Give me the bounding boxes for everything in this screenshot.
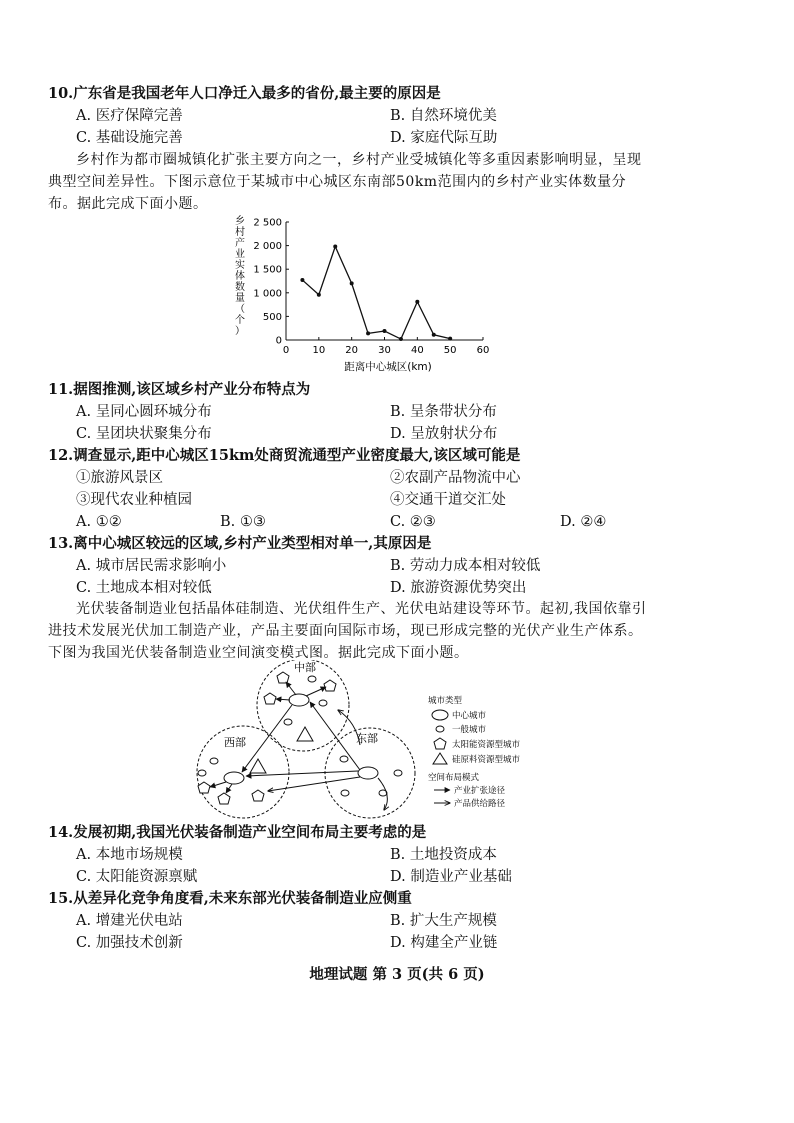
- legend-supply-label: 产品供给路径: [454, 799, 506, 809]
- page-footer: 地理试题 第 3 页(共 6 页): [309, 966, 485, 983]
- data-point: [448, 337, 452, 341]
- x-tick-label: 30: [378, 345, 391, 356]
- q12-option-b: B. ①③: [220, 514, 266, 530]
- legend-general-city-icon: [436, 726, 444, 732]
- western-region-label: 西部: [224, 736, 246, 749]
- western-core-city: [224, 772, 244, 784]
- y-axis-title-char: 量: [235, 293, 245, 304]
- q12-item-2: ②农副产品物流中心: [390, 470, 521, 486]
- y-tick-label: 1 000: [253, 288, 282, 300]
- q15-stem: 15.从差异化竞争角度看,未来东部光伏装备制造业应侧重: [48, 890, 412, 907]
- q13-option-c: C. 土地成本相对较低: [76, 580, 212, 596]
- q10-option-d: D. 家庭代际互助: [390, 130, 498, 146]
- western-general-city-2: [198, 770, 206, 776]
- central-silicon-city: [297, 727, 313, 741]
- eastern-region-label: 东部: [356, 732, 378, 745]
- q10-option-b: B. 自然环境优美: [390, 108, 497, 124]
- central-solar-city-3: [264, 693, 276, 704]
- y-tick-label: 1 500: [253, 264, 282, 276]
- western-solar-city-2: [218, 793, 230, 804]
- data-point: [399, 337, 403, 341]
- y-axis-title-char: 个: [235, 315, 245, 326]
- legend-layout-title: 空间布局模式: [428, 773, 480, 783]
- central-general-city-1: [308, 676, 316, 682]
- central-region-label: 中部: [294, 661, 316, 674]
- q15-option-d: D. 构建全产业链: [390, 935, 498, 951]
- intro1-line-1: 乡村作为都市圈城镇化扩张主要方向之一，乡村产业受城镇化等多重因素影响明显，呈现: [76, 152, 642, 168]
- y-tick-label: 2 500: [253, 217, 282, 229]
- data-point: [333, 245, 337, 249]
- intro2-line-3: 下图为我国光伏装备制造业空间演变模式图。据此完成下面小题。: [48, 645, 469, 661]
- data-point: [383, 329, 387, 333]
- q13-option-a: A. 城市居民需求影响小: [76, 558, 227, 574]
- western-solar-city-3: [252, 790, 264, 801]
- eastern-core-city: [358, 767, 378, 779]
- eastern-general-city-1: [340, 756, 348, 762]
- data-point: [300, 278, 304, 282]
- q10-option-c: C. 基础设施完善: [76, 130, 183, 146]
- data-point: [432, 333, 436, 337]
- western-general-city-1: [210, 758, 218, 764]
- eastern-general-city-3: [341, 790, 349, 796]
- y-axis-title-char: 产: [235, 238, 245, 249]
- y-axis-title-char: 数: [235, 282, 245, 293]
- y-axis-title-char: 实: [235, 260, 245, 271]
- q15-option-c: C. 加强技术创新: [76, 935, 183, 951]
- x-tick-label: 10: [312, 345, 326, 356]
- legend-solar-city-label: 太阳能资源型城市: [452, 740, 521, 750]
- y-tick-label: 0: [275, 335, 282, 347]
- intro2-line-1: 光伏装备制造业包括晶体硅制造、光伏组件生产、光伏电站建设等环节。起初,我国依靠引: [76, 601, 647, 617]
- q15-option-a: A. 增建光伏电站: [76, 913, 183, 929]
- q12-option-c: C. ②③: [390, 514, 436, 530]
- central-solar-city-2: [324, 680, 336, 691]
- intro1-line-2: 典型空间差异性。下图示意位于某城市中心城区东南部50km范围内的乡村产业实体数量分: [48, 174, 627, 190]
- q14-stem: 14.发展初期,我国光伏装备制造产业空间布局主要考虑的是: [48, 824, 427, 841]
- legend-solar-city-icon: [434, 738, 446, 749]
- q11-stem: 11.据图推测,该区域乡村产业分布特点为: [48, 381, 311, 398]
- legend-core-city-label: 中心城市: [452, 711, 487, 721]
- x-tick-label: 60: [476, 345, 490, 356]
- q11-option-d: D. 呈放射状分布: [390, 426, 498, 442]
- legend-expansion-label: 产业扩张途径: [454, 786, 506, 796]
- y-axis-title-char: 村: [235, 227, 245, 238]
- y-tick-label: 2 000: [253, 241, 282, 253]
- q14-option-a: A. 本地市场规模: [76, 847, 183, 863]
- y-axis-title-char: 体: [235, 271, 245, 282]
- q14-option-c: C. 太阳能资源禀赋: [76, 869, 198, 885]
- data-point: [415, 300, 419, 304]
- x-tick-label: 40: [410, 345, 424, 356]
- q10-stem: 10.广东省是我国老年人口净迁入最多的省份,最主要的原因是: [48, 85, 441, 102]
- legend-city-type-title: 城市类型: [428, 696, 463, 706]
- q12-item-1: ①旅游风景区: [76, 470, 163, 486]
- y-axis-title-char: 乡: [235, 216, 245, 227]
- q12-option-d: D. ②④: [560, 514, 607, 530]
- legend-general-city-label: 一般城市: [452, 725, 487, 735]
- rural-industry-line-chart: [228, 212, 503, 382]
- q11-option-c: C. 呈团块状聚集分布: [76, 426, 212, 442]
- y-axis-title-char: ）: [235, 326, 245, 337]
- q12-stem: 12.调查显示,距中心城区15km处商贸流通型产业密度最大,该区域可能是: [48, 447, 521, 464]
- data-point: [317, 293, 321, 297]
- legend-core-city-icon: [432, 710, 448, 720]
- eastern-general-city-2: [394, 770, 402, 776]
- central-general-city-3: [284, 719, 292, 725]
- x-axis-title: 距离中心城区(km): [344, 361, 432, 373]
- data-point: [366, 331, 370, 335]
- western-solar-city-1: [198, 782, 210, 793]
- q10-option-a: A. 医疗保障完善: [76, 108, 183, 124]
- x-tick-label: 20: [345, 345, 359, 356]
- y-axis-title-char: 业: [235, 249, 245, 260]
- q13-stem: 13.离中心城区较远的区域,乡村产业类型相对单一,其原因是: [48, 535, 432, 552]
- q12-item-3: ③现代农业种植园: [76, 492, 192, 508]
- q15-option-b: B. 扩大生产规模: [390, 913, 497, 929]
- intro2-line-2: 进技术发展光伏加工制造产业，产品主要面向国际市场，现已形成完整的光伏产业生产体系。: [48, 623, 643, 639]
- q14-option-d: D. 制造业产业基础: [390, 869, 512, 885]
- q12-option-a: A. ①②: [76, 514, 122, 530]
- y-tick-label: 500: [262, 311, 282, 323]
- data-point: [350, 281, 354, 285]
- y-axis-title: [235, 214, 245, 337]
- y-axis-title-char: （: [235, 304, 245, 315]
- series-line: [302, 247, 450, 340]
- legend-silicon-city-label: 硅原料资源型城市: [452, 755, 521, 765]
- x-tick-label: 50: [443, 345, 457, 356]
- q11-option-b: B. 呈条带状分布: [390, 404, 497, 420]
- central-general-city-2: [319, 700, 327, 706]
- q13-option-b: B. 劳动力成本相对较低: [390, 558, 541, 574]
- q13-option-d: D. 旅游资源优势突出: [390, 580, 527, 596]
- q14-option-b: B. 土地投资成本: [390, 847, 497, 863]
- x-tick-label: 0: [282, 345, 290, 356]
- western-silicon-city: [250, 759, 266, 773]
- q12-item-4: ④交通干道交汇处: [390, 492, 506, 508]
- intro1-line-3: 布。据此完成下面小题。: [48, 196, 208, 212]
- pv-industry-evolution-diagram: [188, 660, 548, 820]
- central-solar-city-1: [277, 672, 289, 683]
- q11-option-a: A. 呈同心圆环城分布: [76, 404, 212, 420]
- legend-silicon-city-icon: [433, 753, 447, 764]
